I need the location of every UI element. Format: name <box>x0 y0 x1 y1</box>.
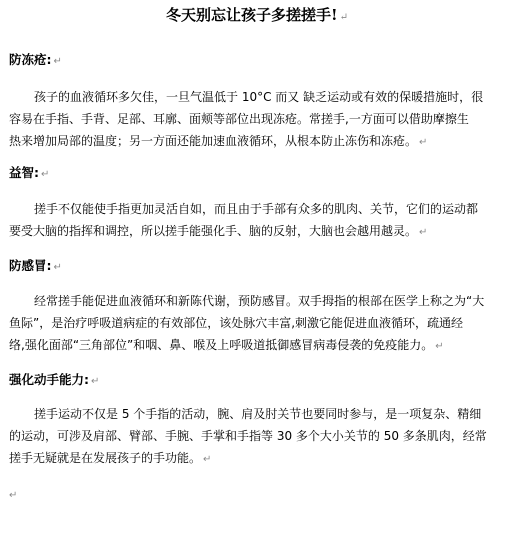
paragraph-mark-icon: ↵ <box>91 376 100 387</box>
paragraph-line: 容易在手指、手背、足部、耳廓、面颊等部位出现冻疮。常搓手,一方面可以借助摩擦生 <box>9 112 469 126</box>
section-heading-motor-skills: 强化动手能力: ↵ <box>9 372 100 387</box>
paragraph-line: 搓手无疑就是在发展孩子的手功能。 ↵ <box>9 451 212 465</box>
section-paragraph-frostbite <box>9 86 505 154</box>
paragraph-line: 经常搓手能促进血液循环和新陈代谢，预防感冒。双手拇指的根部在医学上称之为“大 <box>34 294 485 308</box>
paragraph-mark-icon: ↵ <box>435 341 444 352</box>
paragraph-mark-icon: ↵ <box>53 56 62 67</box>
paragraph-line: 孩子的血液循环多欠佳，一旦气温低于 10°C 而又 缺乏运动或有效的保暖措施时，很 <box>34 90 484 104</box>
section-heading-intelligence: 益智: ↵ <box>9 165 50 180</box>
section-paragraph-intelligence <box>9 198 505 244</box>
paragraph-line: 鱼际”，是治疗呼吸道病症的有效部位，该处脉穴丰富,刺激它能促进血液循环，疏通经 <box>9 316 464 330</box>
paragraph-line: 络,强化面部“三角部位”和咽、鼻、喉及上呼吸道抵御感冒病毒侵袭的免疫能力。 ↵ <box>9 338 444 352</box>
paragraph-line: 搓手不仅能使手指更加灵活自如，而且由于手部有众多的肌肉、关节，它们的运动都 <box>34 202 479 216</box>
paragraph-mark-icon: ↵ <box>9 490 18 501</box>
paragraph-mark-icon: ↵ <box>203 454 212 465</box>
paragraph-mark-icon: ↵ <box>41 169 50 180</box>
document-title <box>0 6 514 27</box>
section-paragraph-cold-prevention <box>9 290 505 358</box>
paragraph-mark-icon: ↵ <box>419 137 428 148</box>
section-heading-cold-prevention: 防感冒: ↵ <box>9 258 62 273</box>
title-text: 冬天别忘让孩子多搓搓手! <box>166 6 338 24</box>
paragraph-line: 的运动，可涉及肩部、臂部、手腕、手掌和手指等 30 多个大小关节的 50 多条肌肉，经常 <box>9 429 487 443</box>
paragraph-mark-icon: ↵ <box>53 262 62 273</box>
paragraph-line: 热来增加局部的温度；另一方面还能加速血液循环，从根本防止冻伤和冻疮。 ↵ <box>9 134 428 148</box>
paragraph-mark-icon: ↵ <box>419 227 428 238</box>
section-heading-frostbite: 防冻疮: ↵ <box>9 52 62 67</box>
paragraph-line: 要受大脑的指挥和调控，所以搓手能强化手、脑的反射，大脑也会越用越灵。 ↵ <box>9 224 428 238</box>
paragraph-mark-icon: ↵ <box>339 12 348 23</box>
section-paragraph-motor-skills <box>9 403 505 471</box>
paragraph-line: 搓手运动不仅是 5 个手指的活动，腕、肩及肘关节也要同时参与，是一项复杂、精细 <box>34 407 482 421</box>
